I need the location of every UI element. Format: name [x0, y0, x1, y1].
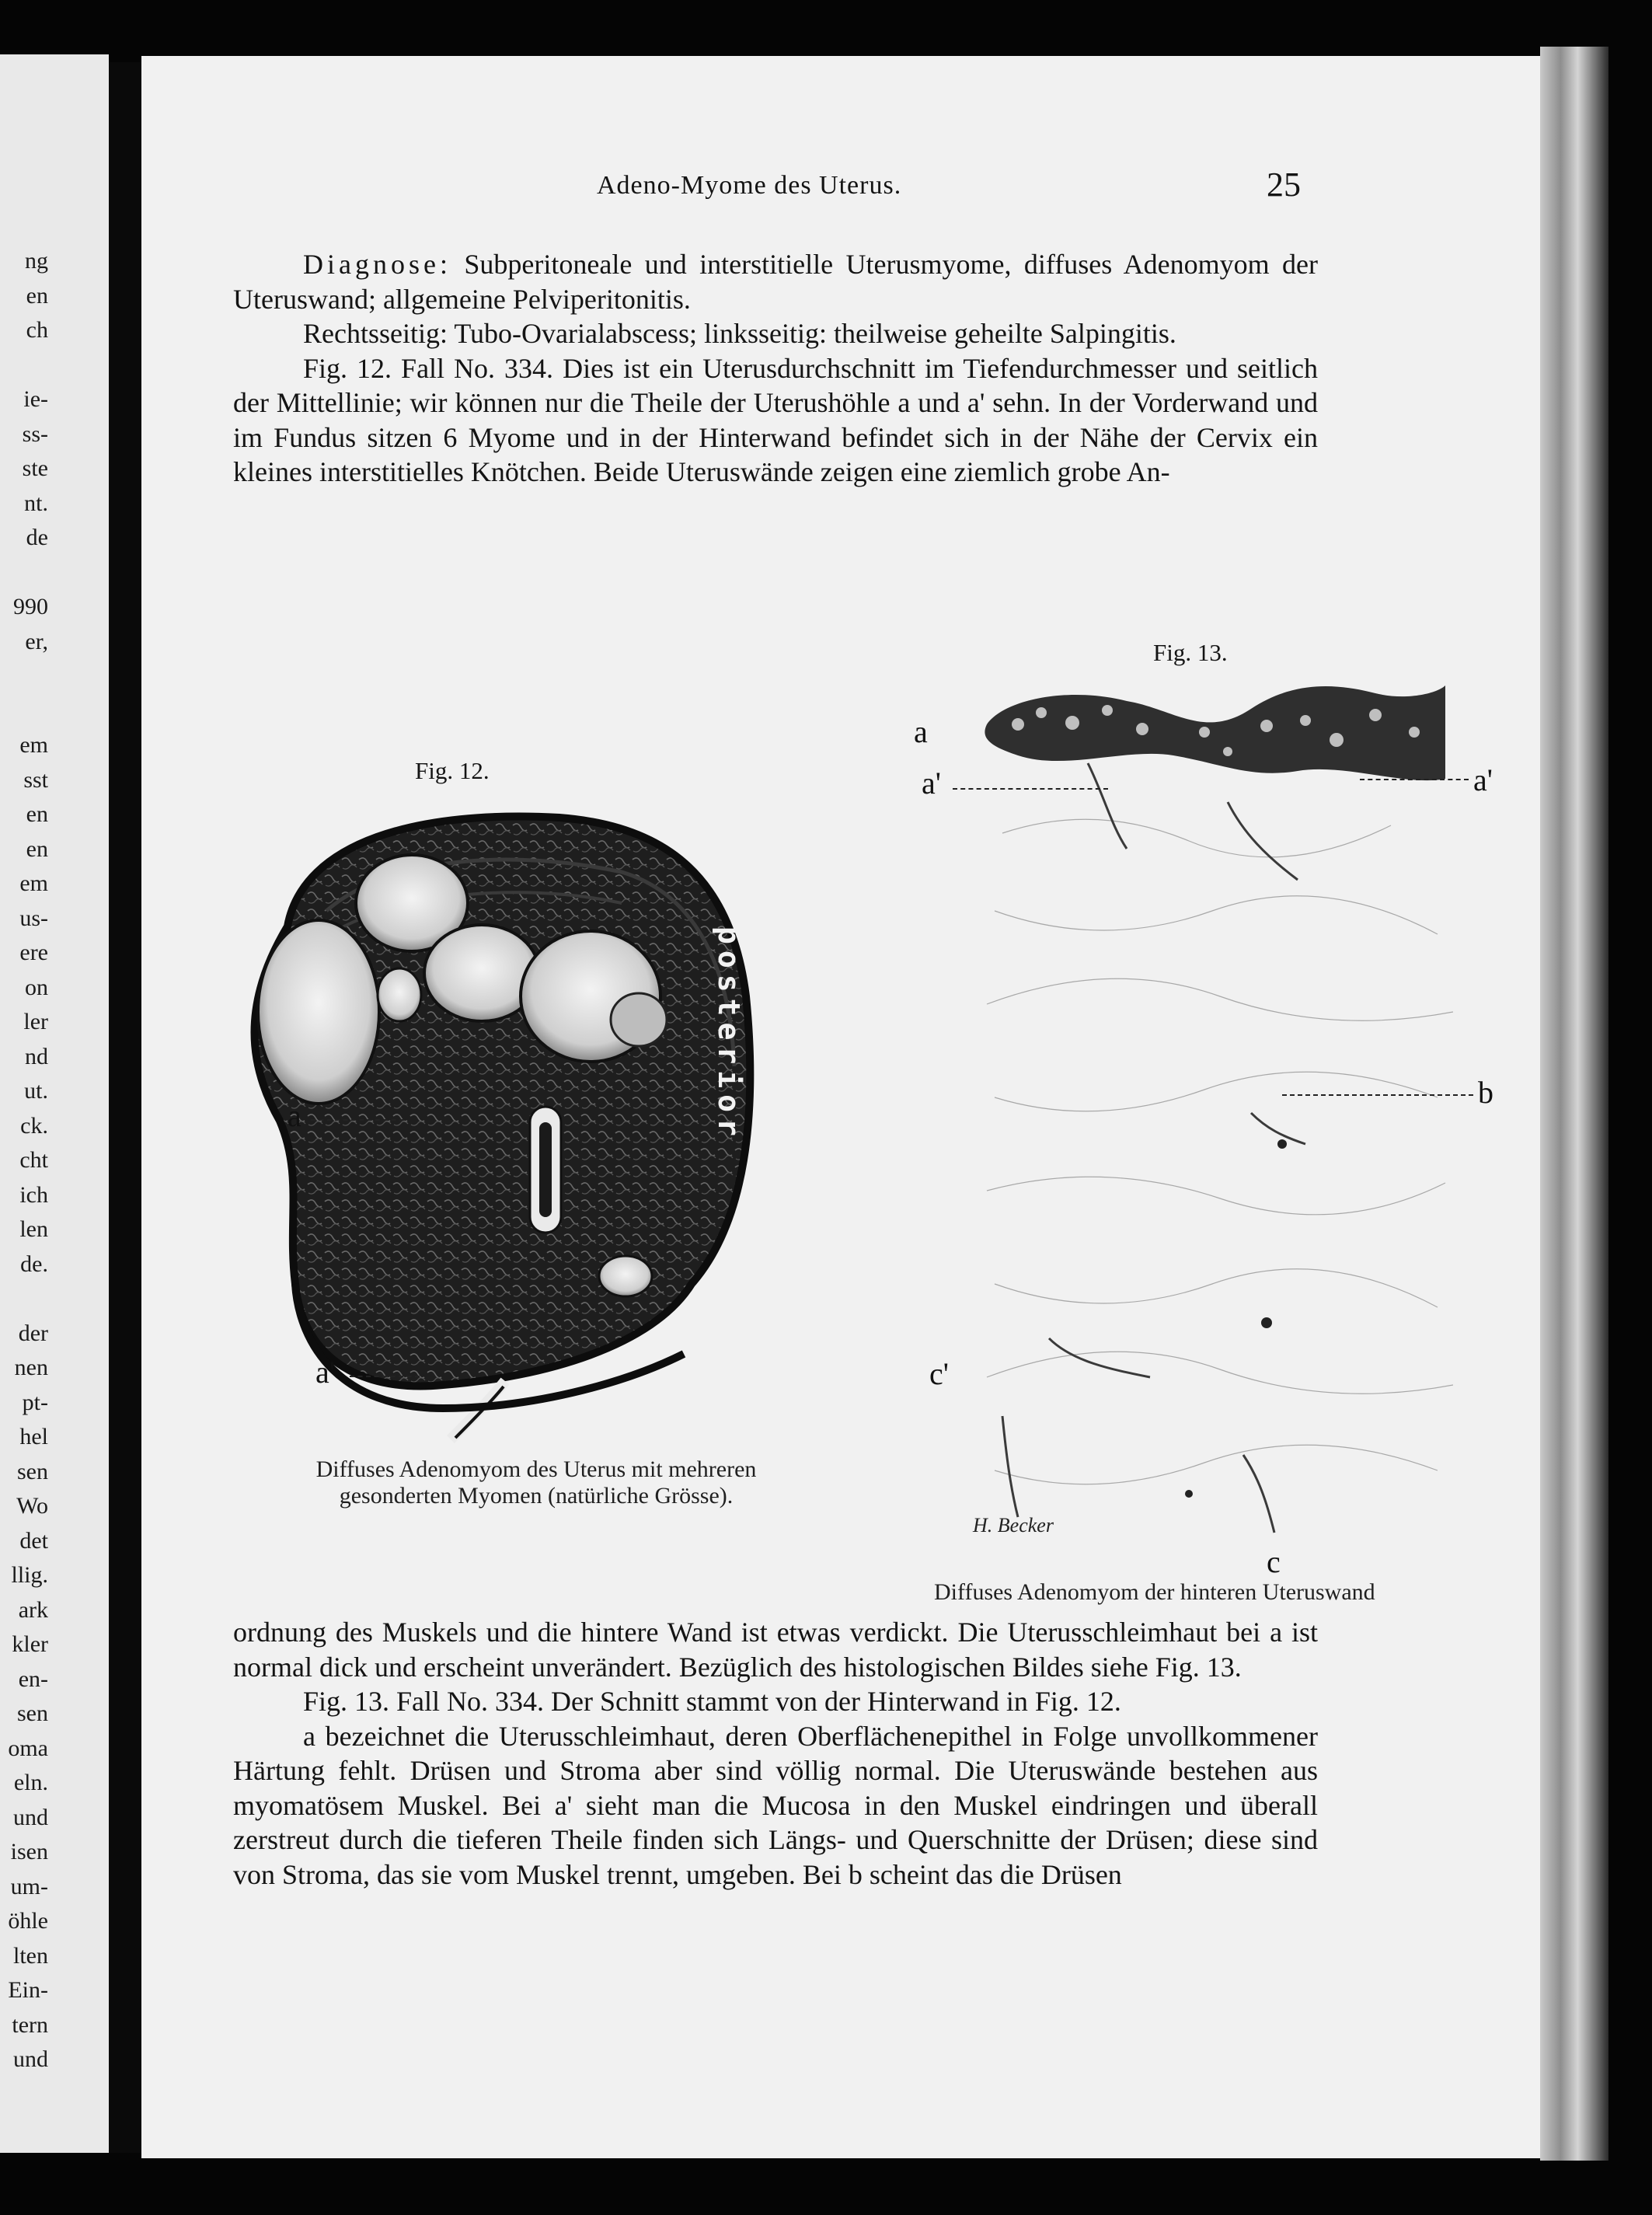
left-page-fragment-line: en [26, 282, 48, 309]
myoma-6 [611, 993, 667, 1046]
left-page-fragment-line: er, [25, 628, 48, 654]
figure-12 [186, 693, 808, 1564]
figure-12-caption-line-1: Diffuses Adenomyom des Uterus mit mehreren [315, 1456, 757, 1482]
left-page-fragment-line: ch [26, 317, 48, 343]
left-page-fragment-line: hel [19, 1424, 48, 1449]
figure-13-label-c: c [1267, 1544, 1281, 1579]
left-page-fragment-line: lten [13, 1942, 48, 1969]
page-header [141, 166, 1540, 218]
left-page-fragment-line: us- [19, 905, 48, 931]
myoma-1 [258, 920, 379, 1104]
left-page-fragment-line: sen [17, 1700, 48, 1726]
left-page-fragment-line: ng [25, 248, 48, 274]
running-title: Adeno-Myome des Uterus. [597, 171, 902, 200]
left-page-fragment-line: llig. [11, 1562, 48, 1588]
figure-13-title: Fig. 13. [1153, 639, 1228, 666]
figure-12-label-a: a [288, 1098, 301, 1133]
left-page-fragment-line: oma [8, 1735, 48, 1761]
left-page-fragment-line: cht [19, 1147, 48, 1173]
myoma-3 [378, 968, 421, 1021]
interstitial-nodule [599, 1256, 652, 1296]
left-page-fragment-line: isen [10, 1839, 48, 1864]
figure-13-label-a-prime-left: a' [922, 766, 941, 801]
page-number: 25 [1267, 166, 1301, 204]
left-page-fragment-line: det [19, 1527, 48, 1554]
left-page-fragment-line: öhle [8, 1908, 48, 1934]
bottom-text-block [233, 1615, 1318, 1892]
figure-12-title: Fig. 12. [415, 757, 490, 784]
left-page-fragment-line: em [19, 732, 48, 758]
left-page-fragment-line: kler [12, 1631, 48, 1657]
left-page-fragment-line: und [13, 1804, 48, 1830]
left-page-fragment-line: on [25, 974, 48, 1000]
figure-12-caption-line-2: gesonderten Myomen (natürliche Grösse). [339, 1483, 734, 1509]
left-page-fragment-line: tern [12, 2011, 48, 2038]
fig13-description-heading: Fig. 13. Fall No. 334. Der Schnitt stammt von der Hinterwand in Fig. 12. [303, 1686, 1121, 1717]
figure-13-label-c-prime: c' [929, 1356, 949, 1391]
uterus-section-illustration [186, 787, 808, 1502]
left-page-fragment-line: und [13, 2046, 48, 2072]
histology-section-illustration [971, 678, 1453, 1548]
left-page-fragment-line: 990 [13, 594, 48, 619]
figure-13-leader-b [1282, 1094, 1473, 1096]
figure-13 [769, 584, 1515, 1626]
page [141, 56, 1540, 2158]
left-page-fragment-line: der [18, 1320, 48, 1346]
left-page-fragment-line: ich [19, 1181, 48, 1208]
figure-13-label-a: a [914, 714, 928, 749]
left-page-fragment-line: en [26, 801, 48, 827]
left-page-fragment-line: Ein- [8, 1977, 48, 2003]
left-page-fragment [0, 54, 109, 2153]
left-page-fragment-line: nt. [24, 490, 48, 516]
uterine-cavity-a-prime-lumen [455, 1387, 504, 1438]
figure-13-leader-a-prime-right [1360, 779, 1469, 780]
continuation-paragraph: ordnung des Muskels und die hintere Wand ist etwas verdickt. Die Uterusschleimhaut bei a ist normal dick und erscheint unverändert. Bezüglich des histologischen Bildes siehe Fig. 13. [233, 1617, 1318, 1683]
book-gutter [109, 62, 141, 2153]
page-edge [1540, 47, 1608, 2161]
figure-12-leader-a-prime [350, 1376, 420, 1377]
left-page-fragment-line: em [19, 870, 48, 896]
left-page-fragment-line: ste [22, 455, 48, 481]
left-page-fragment-line: len [19, 1216, 48, 1242]
left-page-fragment-line: ere [19, 940, 48, 965]
left-page-fragment-line: ark [18, 1596, 48, 1623]
left-page-fragment-line: Wo [16, 1493, 48, 1519]
left-page-fragment-line: ss- [22, 420, 48, 447]
diagnosis-text: Subperitoneale und interstitielle Uterusmyome, diffuses Adenomyom der Uteruswand; allgemeine Pelviperitonitis. [233, 249, 1318, 315]
figure-13-label-a-prime-right: a' [1473, 762, 1493, 797]
left-page-fragment-line: ie- [23, 386, 48, 412]
left-page-fragment-line: ck. [20, 1112, 48, 1139]
figure-13-label-b: b [1478, 1075, 1493, 1110]
figure-13-caption: Diffuses Adenomyom der hinteren Uteruswand [934, 1579, 1375, 1605]
left-page-fragment-line: sen [17, 1458, 48, 1484]
left-page-fragment-line: en [26, 835, 48, 862]
left-page-fragment-line: de. [20, 1251, 48, 1277]
right-side-paragraph: Rechtsseitig: Tubo-Ovarialabscess; linksseitig: theilweise geheilte Salpingitis. [303, 318, 1176, 349]
left-page-fragment-line: ut. [24, 1078, 48, 1104]
left-page-fragment-line: ler [23, 1009, 48, 1034]
diagnosis-label: Diagnose: [303, 249, 451, 280]
fig12-description-paragraph: Fig. 12. Fall No. 334. Dies ist ein Uterusdurchschnitt im Tiefendurchmesser und seitlich der Mittellinie; wir können nur die Theile der Uterushöhle a und a' sehn. In der Vorderwand und im Fundus sitzen 6 Myome und in der Hinterwand befindet sich in der Nähe der Cervix ein kleines interstitielles Knötchen. Beide Uteruswände zeigen eine ziemlich grobe An- [233, 352, 1318, 487]
diagnosis-paragraph [233, 247, 1318, 316]
left-page-fragment-line: pt- [22, 1389, 48, 1415]
left-page-fragment-line: nd [25, 1043, 48, 1069]
left-page-fragment-line: nen [14, 1355, 48, 1380]
figure-12-label-a-prime: a' [315, 1355, 335, 1390]
posterior-label: posterior [712, 926, 746, 1142]
fig13-description-paragraph: a bezeichnet die Uterusschleimhaut, deren Oberflächenepithel in Folge unvollkommener Härtung fehlt. Drüsen und Stroma aber sind völlig normal. Die Uteruswände bestehen aus myomatösem Muskel. Bei a' sieht man die Mucosa in den Muskel eindringen und überall zerstreut durch die tieferen Theile finden sich Längs- und Querschnitte der Drüsen; diese sind von Stroma, das sie vom Muskel trennt, umgeben. Bei b scheint das die Drüsen [233, 1720, 1318, 1890]
uterine-cavity-a-lumen [539, 1122, 552, 1217]
left-page-fragment-line: eln. [13, 1770, 48, 1795]
figure-13-leader-a-prime-left [953, 788, 1108, 790]
artist-signature: H. Becker [973, 1514, 1054, 1537]
top-text-block [233, 247, 1318, 490]
figure-12-leader-a [311, 1119, 404, 1121]
left-page-fragment-line: um- [10, 1873, 48, 1899]
left-page-fragment-line: en- [18, 1666, 48, 1692]
left-page-fragment-line: sst [23, 766, 48, 793]
left-page-fragment-line: de [26, 525, 48, 550]
